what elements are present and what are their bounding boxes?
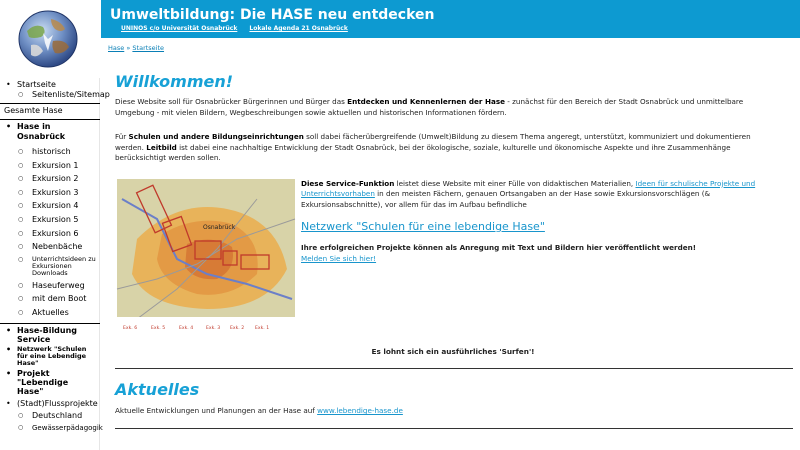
bullet-icon: • xyxy=(6,325,12,335)
bullet-icon: • xyxy=(6,344,12,354)
aktuelles-heading: Aktuelles xyxy=(115,380,200,399)
nav-gesamte-hase[interactable]: Gesamte Hase xyxy=(4,106,63,115)
circle-bullet-icon: ○ xyxy=(18,175,24,183)
nav-divider xyxy=(0,119,100,120)
circle-bullet-icon: ○ xyxy=(18,229,24,237)
ideas-link[interactable]: Ideen für schulische Projekte und Unterrichtsvorhaben xyxy=(301,178,756,198)
circle-bullet-icon: ○ xyxy=(18,148,24,155)
service-section xyxy=(115,179,791,337)
circle-bullet-icon: ○ xyxy=(18,161,24,169)
nav-mit-dem-boot[interactable]: ○ mit dem Boot xyxy=(0,292,100,306)
breadcrumb-separator: » xyxy=(126,44,131,52)
circle-bullet-icon: ○ xyxy=(18,188,24,196)
site-title: Umweltbildung: Die HASE neu entdecken xyxy=(110,7,435,23)
schools-paragraph: Für Schulen und andere Bildungseinrichtungen soll dabei fächerübergreifende (Umwelt)Bildung zu diesem Thema angeregt, unterstützt, kommuniziert und dokumentieren werden. Leitbild ist dabei eine nachhaltige Entwicklung der Stadt Osnabrück, bei der ökologische, soziale, kulturelle und ökonomische Aspekte und ihre Zusammenhänge berücksichtigt werden sollen. xyxy=(115,132,751,162)
header-link-uninos[interactable]: UNINOS c/o Universität Osnabrück xyxy=(121,25,238,32)
main-navigation xyxy=(0,80,110,434)
circle-bullet-icon: ○ xyxy=(18,281,24,289)
bullet-icon: • xyxy=(6,368,12,378)
header-links xyxy=(121,25,358,32)
nav-flussprojekte[interactable]: • (Stadt)Flussprojekte xyxy=(6,398,98,408)
nav-divider xyxy=(0,323,100,324)
network-link[interactable]: Netzwerk "Schulen für eine lebendige Hase" xyxy=(301,220,545,233)
nav-projekt[interactable]: • Projekt "Lebendige Hase" xyxy=(6,368,69,396)
breadcrumb-hase[interactable]: Hase xyxy=(108,44,125,52)
hase-map-image[interactable] xyxy=(117,179,295,334)
nav-startseite[interactable]: • Startseite xyxy=(6,80,56,89)
circle-bullet-icon: ○ xyxy=(18,295,24,303)
breadcrumb xyxy=(108,44,164,52)
map-label-exk-5: Exk. 5 xyxy=(151,325,166,331)
nav-seitenliste[interactable]: ○ Seitenliste/Sitemap xyxy=(18,90,110,99)
header-bar xyxy=(101,0,800,38)
welcome-heading: Willkommen! xyxy=(115,72,234,91)
breadcrumb-startseite[interactable]: Startseite xyxy=(132,44,165,52)
surfen-text: Es lohnt sich ein ausführliches 'Surfen'! xyxy=(371,346,535,356)
nav-divider xyxy=(0,103,100,104)
map-city-label: Osnabrück xyxy=(203,223,236,231)
nav-gewaesserpaedagogik[interactable]: ○ Gewässerpädagogik xyxy=(18,423,103,432)
service-paragraph: Diese Service-Funktion leistet diese Website mit einer Fülle von didaktischen Materialien, Ideen für schulische Projekte und Unterrichtsvorhaben in den meisten Fächern, genauen Ortsangaben an der Hase sowie Exkursionsvorschlägen (& Exkursionsabschnitte), vor allem für das im Aufbau befindliche xyxy=(301,178,756,209)
header-link-agenda21[interactable]: Lokale Agenda 21 Osnabrück xyxy=(249,25,348,32)
logo-area xyxy=(0,0,100,78)
globe-logo-icon[interactable] xyxy=(17,9,79,69)
aktuelles-paragraph: Aktuelle Entwicklungen und Planungen an der Hase auf www.lebendige-hase.de xyxy=(115,406,403,415)
nav-hase-bildung[interactable]: • Hase-Bildung Service xyxy=(6,325,78,344)
section-divider xyxy=(115,428,793,429)
circle-bullet-icon: ○ xyxy=(18,243,24,251)
nav-sub-list xyxy=(0,145,100,320)
circle-bullet-icon: ○ xyxy=(18,255,24,263)
nav-exkursion-5[interactable]: ○ Exkursion 5 xyxy=(0,213,100,227)
nav-unterrichtsideen[interactable]: ○ Unterrichtsideen zu Exkursionen Downloads xyxy=(18,254,96,277)
nav-haseuferweg[interactable]: ○ Haseuferweg xyxy=(0,279,100,293)
circle-bullet-icon: ○ xyxy=(18,202,24,210)
circle-bullet-icon: ○ xyxy=(18,423,24,431)
service-text-block xyxy=(301,179,776,265)
register-link[interactable]: Melden Sie sich hier! xyxy=(301,253,377,263)
circle-bullet-icon: ○ xyxy=(18,411,24,419)
intro-paragraph: Diese Website soll für Osnabrücker Bürgerinnen und Bürger das Entdecken und Kennenlernen der Hase - zunächst für den Bereich der Stadt Osnabrück und unmittelbare Umgebung - mit vielen Bildern, Wegbeschreibungen sowie aktuellen und historischen Informationen fördern. xyxy=(115,97,744,117)
map-label-exk-6: Exk. 6 xyxy=(123,325,138,331)
lebendige-hase-link[interactable]: www.lebendige-hase.de xyxy=(317,406,403,415)
nav-netzwerk[interactable]: • Netzwerk "Schulen für eine Lebendige Hase" xyxy=(6,344,87,367)
circle-bullet-icon: ○ xyxy=(18,308,24,316)
circle-bullet-icon: ○ xyxy=(18,215,24,223)
nav-exkursion-2[interactable]: ○ Exkursion 2 xyxy=(0,172,100,186)
nav-aktuelles[interactable]: ○ Aktuelles xyxy=(0,306,100,320)
section-divider xyxy=(115,368,793,369)
bullet-icon: • xyxy=(6,80,11,89)
nav-hase-in-osnabrueck[interactable]: • Hase in Osnabrück xyxy=(6,122,66,141)
bullet-icon: • xyxy=(6,398,11,408)
nav-exkursion-1[interactable]: ○ Exkursion 1 xyxy=(0,159,100,173)
bullet-icon: • xyxy=(6,122,12,131)
nav-deutschland[interactable]: ○ Deutschland xyxy=(18,410,83,420)
nav-nebenbaeche[interactable]: ○ Nebenbäche xyxy=(0,240,100,254)
map-label-exk-2: Exk. 2 xyxy=(230,325,245,331)
projects-text: Ihre erfolgreichen Projekte können als Anregung mit Text und Bildern hier veröffentlicht werden! xyxy=(301,243,696,252)
map-label-exk-3: Exk. 3 xyxy=(206,325,221,331)
map-label-exk-1: Exk. 1 xyxy=(255,325,270,331)
nav-exkursion-4[interactable]: ○ Exkursion 4 xyxy=(0,199,100,213)
circle-bullet-icon: ○ xyxy=(18,91,24,98)
nav-exkursion-3[interactable]: ○ Exkursion 3 xyxy=(0,186,100,200)
nav-exkursion-6[interactable]: ○ Exkursion 6 xyxy=(0,227,100,241)
nav-historisch[interactable]: ○ historisch xyxy=(0,145,100,159)
map-label-exk-4: Exk. 4 xyxy=(179,325,194,331)
main-content xyxy=(115,58,791,429)
left-column xyxy=(0,0,110,450)
